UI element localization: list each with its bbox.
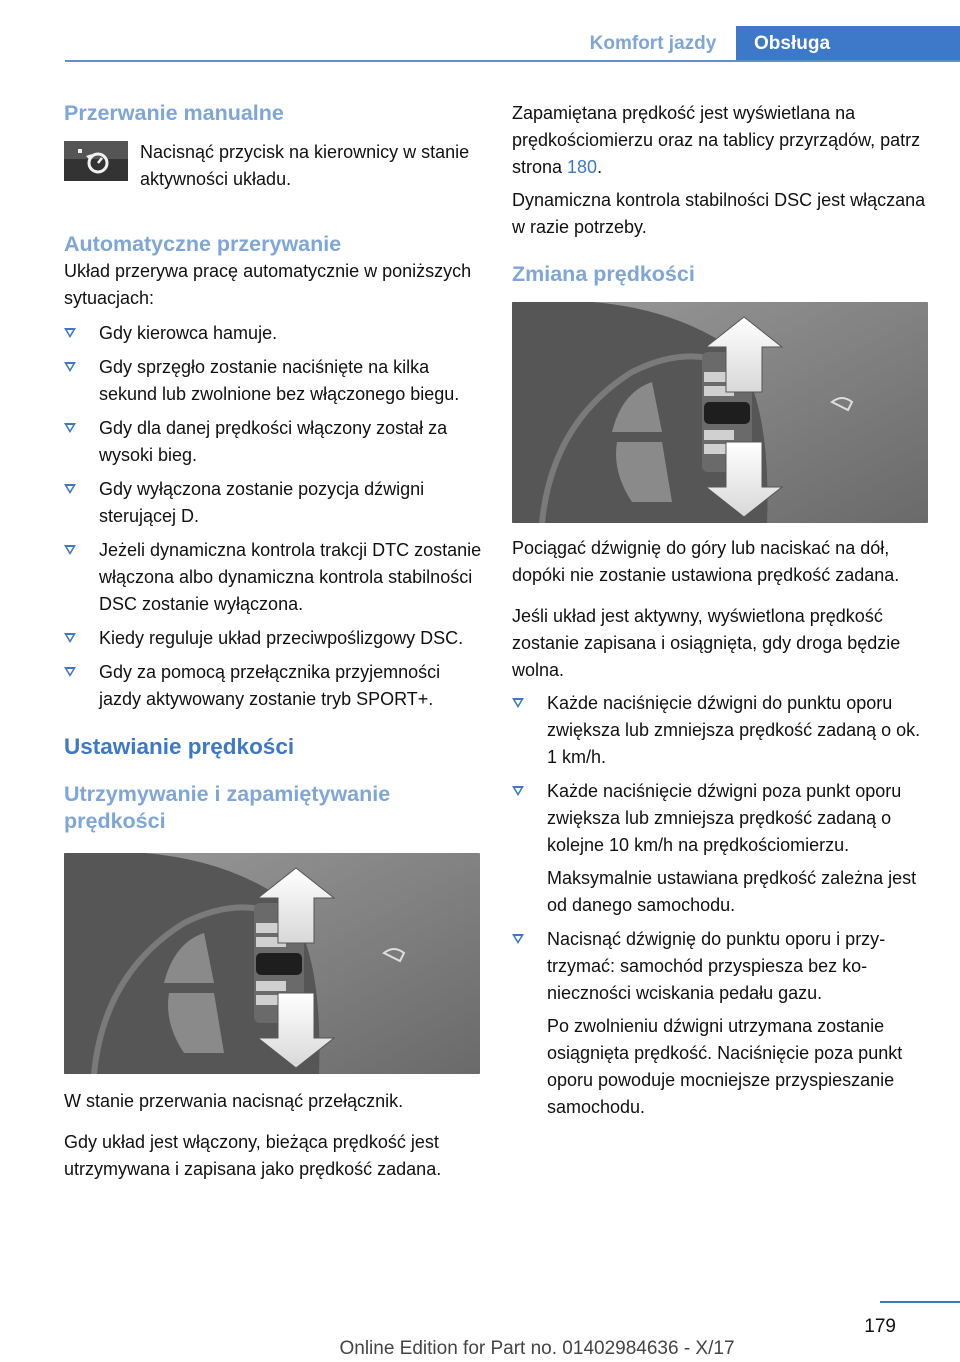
- auto-interrupt-list: [64, 320, 482, 713]
- list-item: Gdy za pomocą przełącznika przyjemności jazdy aktywowany zostanie tryb SPORT+.: [64, 659, 482, 713]
- heading-change-speed: Zmiana prędkości: [512, 262, 695, 286]
- lever-press-list: [512, 690, 932, 1121]
- list-item: Gdy dla danej prędkości włączony został za wysoki bieg.: [64, 415, 482, 469]
- list-item: Nacisnąć dźwignię do punktu oporu i przytrzymać: samochód przyspiesza bez konieczności wciskania pedału gazu. Po zwolnieniu dźwigni utrzymana zostanie osiągnięta prędkość. Naciśnięcie poza punkt oporu powoduje mocniejsze przyspieszanie samochodu.: [512, 926, 932, 1121]
- triangle-bullet-icon: [64, 362, 76, 372]
- list-item: Każde naciśnięcie dźwigni do punktu oporu zwiększa lub zmniejsza prędkość zadaną o ok. 1 km/h.: [512, 690, 932, 771]
- page-number: 179: [864, 1316, 896, 1337]
- footer-divider: [880, 1301, 960, 1303]
- triangle-bullet-icon: [512, 934, 524, 944]
- list-item: Każde naciśnięcie dźwigni poza punkt oporu zwiększa lub zmniejsza prędkość zadaną o kolejne 10 km/h na prędkościomierzu. Maksymalnie ustawiana prędkość zależna jest od danego samochodu.: [512, 778, 932, 919]
- header-divider: [65, 60, 960, 62]
- heading-set-speed: Ustawianie prędkości: [64, 734, 295, 759]
- heading-auto-interrupt: Automatyczne przerywanie: [64, 232, 342, 256]
- right-column: [512, 100, 932, 1128]
- list-item: Jeżeli dynamiczna kontrola trakcji DTC zostanie włączona albo dynamiczna kontrola stabilności DSC zostanie wyłączona.: [64, 537, 482, 618]
- auto-interrupt-intro: Układ przerywa pracę automatycznie w poniższych sytuacjach:: [64, 261, 472, 308]
- after-photo-text-1: W stanie przerwania nacisnąć przełącznik.: [64, 1091, 404, 1111]
- heading-hold-speed: Utrzymywanie i zapamiętywanie prędkości: [64, 782, 391, 833]
- triangle-bullet-icon: [64, 545, 76, 555]
- edition-footer: Online Edition for Part no. 01402984636 - X/17: [339, 1338, 735, 1359]
- list-item-note: Po zwolnieniu dźwigni utrzymana zostanie osiągnięta prędkość. Naciśnięcie poza punkt oporu powoduje mocniejsze przyspieszanie samochodu.: [547, 1016, 903, 1117]
- triangle-bullet-icon: [64, 667, 76, 677]
- list-item: Gdy sprzęgło zostanie naciśnięte na kilka sekund lub zwolnione bez włączonego biegu.: [64, 354, 482, 408]
- tab-komfort-jazdy[interactable]: Komfort jazdy: [589, 33, 717, 54]
- triangle-bullet-icon: [64, 484, 76, 494]
- page-link-180[interactable]: 180: [567, 157, 598, 177]
- after-photo-text-2: Gdy układ jest włączony, bieżąca prędkość jest utrzymywana i zapisana jako prędkość zadana.: [64, 1132, 442, 1179]
- triangle-bullet-icon: [512, 786, 524, 796]
- manual-interrupt-text: Nacisnąć przycisk na kierownicy w stanie aktywności układu.: [140, 142, 470, 189]
- dsc-text: Dynamiczna kontrola stabilności DSC jest włączana w razie potrzeby.: [512, 190, 926, 237]
- left-column: [64, 100, 482, 1183]
- list-item: Gdy wyłączona zostanie pozycja dźwigni sterującej D.: [64, 476, 482, 530]
- steering-wheel-lever-photo: [64, 853, 480, 1074]
- active-system-text: Jeśli układ jest aktywny, wyświetlona prędkość zostanie zapisana i osiągnięta, gdy droga będzie wolna.: [512, 606, 901, 680]
- steering-wheel-lever-photo-2: [512, 302, 928, 523]
- list-item: Kiedy reguluje układ przeciwpoślizgowy DSC.: [64, 625, 482, 652]
- heading-manual-interrupt: Przerwanie manualne: [64, 101, 284, 125]
- cruise-control-resume-icon: [64, 141, 128, 181]
- manual-interrupt-row: [64, 141, 482, 193]
- triangle-bullet-icon: [512, 698, 524, 708]
- triangle-bullet-icon: [64, 633, 76, 643]
- pull-lever-text: Pociągać dźwignię do góry lub naciskać na dół, dopóki nie zostanie ustawiona prędkość zadana.: [512, 538, 900, 585]
- triangle-bullet-icon: [64, 423, 76, 433]
- list-item: Gdy kierowca hamuje.: [64, 320, 482, 347]
- triangle-bullet-icon: [64, 328, 76, 338]
- tab-obsluga[interactable]: Obsługa: [736, 26, 960, 62]
- list-item-note: Maksymalnie ustawiana prędkość zależna jest od danego samochodu.: [547, 868, 917, 915]
- stored-speed-text: Zapamiętana prędkość jest wyświetlana na prędkościomierzu oraz na tablicy przyrządów, patrz strona 180.: [512, 103, 921, 177]
